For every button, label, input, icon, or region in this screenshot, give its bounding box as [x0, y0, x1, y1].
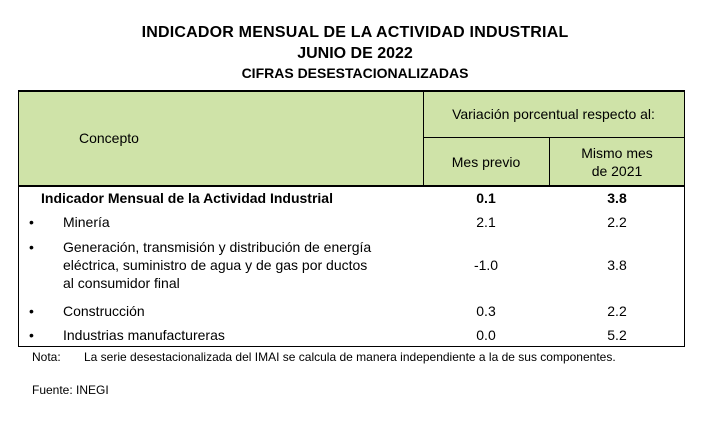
row-label-line: al consumidor final — [63, 275, 180, 291]
title-line-1: INDICADOR MENSUAL DE LA ACTIVIDAD INDUSTRIAL — [141, 24, 569, 41]
note-key: Nota: — [32, 350, 61, 364]
row-mes-previo: 0.3 — [476, 303, 496, 319]
header-variacion: Variación porcentual respecto al: — [452, 106, 655, 122]
row-label: Industrias manufactureras — [63, 327, 225, 343]
row-label: Minería — [63, 214, 110, 230]
note-text: La serie desestacionalizada del IMAI se calcula de manera independiente a la de sus componentes. — [84, 350, 616, 364]
header-mismo-mes-line2: de 2021 — [591, 163, 643, 179]
row-label: Construcción — [63, 303, 145, 319]
row-mismo-mes: 5.2 — [607, 327, 627, 343]
row-label-line: eléctrica, suministro de agua y de gas por ductos — [63, 257, 368, 273]
header-mismo-mes-line1: Mismo mes — [581, 145, 653, 161]
header-divider-horizontal — [423, 137, 684, 138]
source-line: Fuente: INEGI — [32, 383, 109, 397]
title-line-3: CIFRAS DESESTACIONALIZADAS — [241, 65, 469, 81]
indicator-table — [18, 90, 685, 347]
header-mismo-mes — [550, 144, 684, 180]
bullet-icon: • — [29, 239, 34, 255]
row-mismo-mes: 3.8 — [607, 190, 627, 206]
row-label: Indicador Mensual de la Actividad Industrial — [41, 190, 333, 206]
row-mes-previo: -1.0 — [473, 257, 499, 273]
header-concepto: Concepto — [79, 130, 139, 146]
bullet-icon: • — [29, 327, 34, 343]
row-mismo-mes: 2.2 — [607, 303, 627, 319]
row-mismo-mes: 2.2 — [607, 214, 627, 230]
title-line-2: JUNIO DE 2022 — [297, 45, 413, 62]
row-label-line: Generación, transmisión y distribución de energía — [63, 239, 372, 255]
row-mes-previo: 0.0 — [476, 327, 496, 343]
row-mes-previo: 2.1 — [476, 214, 496, 230]
header-mes-previo: Mes previo — [451, 154, 521, 170]
row-mismo-mes: 3.8 — [607, 257, 627, 273]
row-mes-previo: 0.1 — [476, 190, 496, 206]
document-titles — [0, 22, 710, 83]
bullet-icon: • — [29, 214, 34, 230]
bullet-icon: • — [29, 303, 34, 319]
row-label — [63, 238, 413, 292]
